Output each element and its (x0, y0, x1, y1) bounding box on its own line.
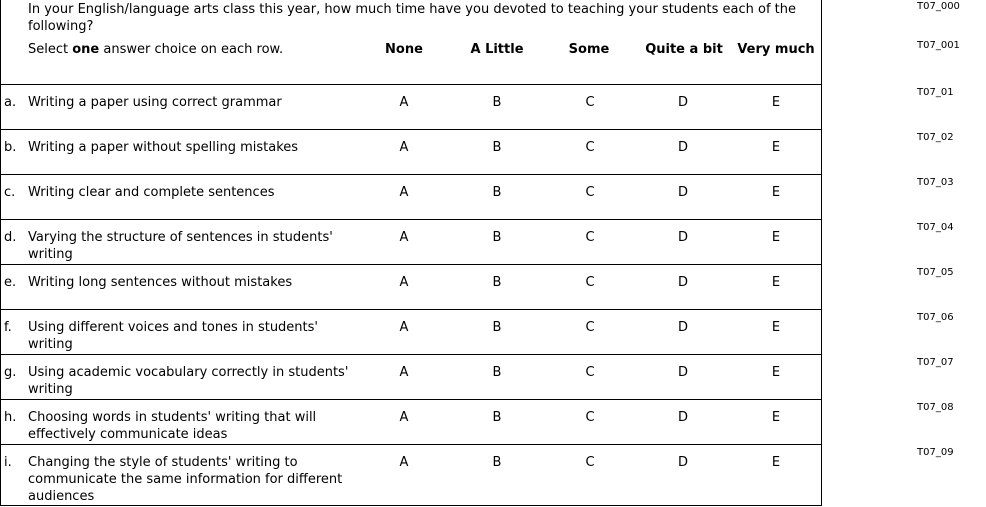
row-letter: b. (4, 140, 17, 155)
column-header-quite-a-bit: Quite a bit (645, 42, 723, 57)
answer-option[interactable]: D (677, 320, 688, 335)
row-code: T07_03 (917, 177, 954, 188)
row-code: T07_05 (917, 267, 954, 278)
answer-option[interactable]: A (399, 230, 409, 245)
answer-option[interactable]: D (677, 185, 688, 200)
answer-option[interactable]: B (492, 455, 502, 470)
instruction-text (28, 41, 283, 58)
answer-option[interactable]: C (585, 185, 595, 200)
header-code: T07_001 (917, 40, 960, 51)
answer-option[interactable]: E (771, 275, 781, 290)
table-row (1, 130, 821, 175)
answer-option[interactable]: A (399, 320, 409, 335)
answer-option[interactable]: D (677, 410, 688, 425)
answer-option[interactable]: E (771, 95, 781, 110)
answer-option[interactable]: D (677, 230, 688, 245)
row-statement: Writing clear and complete sentences (28, 185, 275, 200)
answer-option[interactable]: C (585, 320, 595, 335)
answer-option[interactable]: A (399, 365, 409, 380)
answer-option[interactable]: E (771, 455, 781, 470)
table-row (1, 85, 821, 130)
table-row (1, 445, 821, 505)
answer-option[interactable]: B (492, 230, 502, 245)
answer-option[interactable]: C (585, 95, 595, 110)
answer-option[interactable]: B (492, 410, 502, 425)
answer-option[interactable]: B (492, 140, 502, 155)
column-header-none: None (385, 42, 423, 57)
answer-option[interactable]: E (771, 140, 781, 155)
instruction-prefix: Select (28, 42, 73, 57)
row-letter: h. (4, 410, 17, 425)
answer-option[interactable]: E (771, 230, 781, 245)
row-statement: Writing a paper without spelling mistakes (28, 140, 299, 155)
row-letter: i. (4, 455, 12, 470)
instruction-emphasis: one (72, 42, 100, 57)
answer-option[interactable]: B (492, 365, 502, 380)
answer-option[interactable]: A (399, 455, 409, 470)
answer-option[interactable]: A (399, 185, 409, 200)
row-letter: e. (4, 275, 17, 290)
row-code: T07_02 (917, 132, 954, 143)
row-code: T07_04 (917, 222, 954, 233)
answer-option[interactable]: A (399, 95, 409, 110)
answer-option[interactable]: C (585, 230, 595, 245)
row-code: T07_01 (917, 87, 954, 98)
table-row (1, 175, 821, 220)
answer-option[interactable]: A (399, 275, 409, 290)
table-row (1, 310, 821, 355)
answer-option[interactable]: C (585, 140, 595, 155)
row-letter: d. (4, 230, 17, 245)
table-row (1, 220, 821, 265)
row-letter: g. (4, 365, 17, 380)
answer-option[interactable]: B (492, 95, 502, 110)
answer-option[interactable]: C (585, 410, 595, 425)
answer-option[interactable]: B (492, 275, 502, 290)
table-row (1, 355, 821, 400)
answer-option[interactable]: E (771, 185, 781, 200)
answer-option[interactable]: D (677, 140, 688, 155)
column-header-a-little: A Little (470, 42, 524, 57)
row-statement: Choosing words in students' writing that will effectively communicate ideas (28, 410, 317, 442)
answer-option[interactable]: B (492, 320, 502, 335)
answer-option[interactable]: C (585, 365, 595, 380)
answer-option[interactable]: B (492, 185, 502, 200)
column-header-very-much: Very much (737, 42, 815, 57)
row-letter: f. (4, 320, 12, 335)
row-letter: a. (4, 95, 17, 110)
row-statement: Varying the structure of sentences in students' writing (28, 230, 333, 262)
answer-option[interactable]: A (399, 410, 409, 425)
answer-option[interactable]: A (399, 140, 409, 155)
row-statement: Writing long sentences without mistakes (28, 275, 293, 290)
instruction-suffix: answer choice on each row. (99, 42, 284, 57)
answer-option[interactable]: E (771, 365, 781, 380)
question-header (1, 0, 821, 85)
answer-option[interactable]: C (585, 275, 595, 290)
table-row (1, 265, 821, 310)
row-statement: Writing a paper using correct grammar (28, 95, 282, 110)
row-code: T07_06 (917, 312, 954, 323)
answer-option[interactable]: C (585, 455, 595, 470)
table-row (1, 400, 821, 445)
row-statement: Using different voices and tones in students' writing (28, 320, 318, 352)
row-statement: Changing the style of students' writing to communicate the same information for different audiences (28, 455, 343, 504)
header-code: T07_000 (917, 1, 960, 12)
question-text: In your English/language arts class this year, how much time have you devoted to teaching your students each of the following? (28, 2, 797, 34)
answer-option[interactable]: E (771, 320, 781, 335)
column-header-some: Some (568, 42, 610, 57)
row-letter: c. (4, 185, 16, 200)
answer-option[interactable]: D (677, 95, 688, 110)
answer-option[interactable]: E (771, 410, 781, 425)
answer-option[interactable]: D (677, 365, 688, 380)
row-code: T07_08 (917, 402, 954, 413)
row-code: T07_09 (917, 447, 954, 458)
answer-option[interactable]: D (677, 275, 688, 290)
answer-option[interactable]: D (677, 455, 688, 470)
row-statement: Using academic vocabulary correctly in students' writing (28, 365, 349, 397)
row-code: T07_07 (917, 357, 954, 368)
